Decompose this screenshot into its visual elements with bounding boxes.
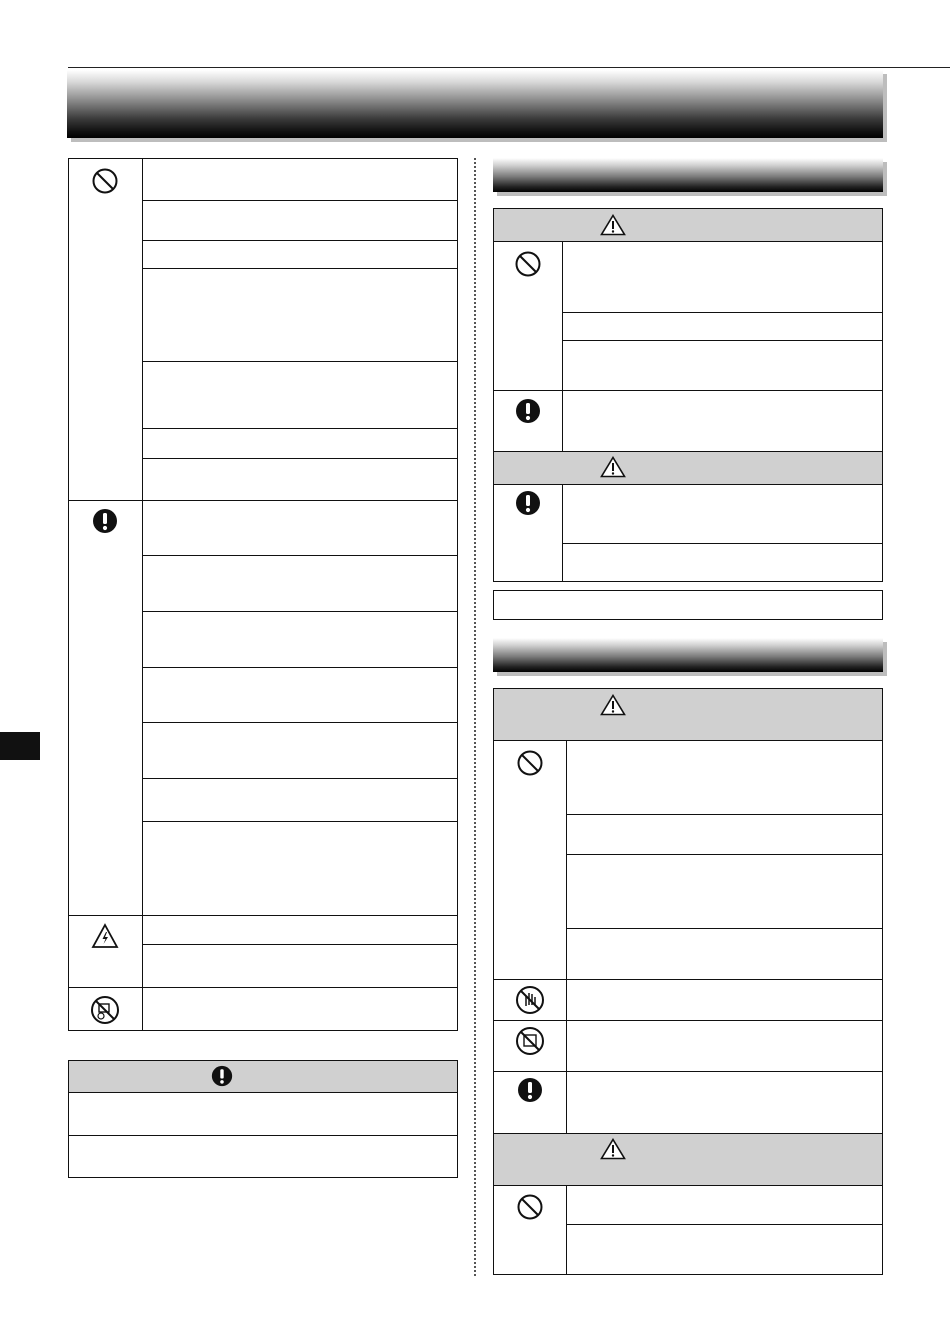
row-divider <box>142 555 457 556</box>
row-divider <box>566 928 882 929</box>
section-heading-bar <box>493 158 883 192</box>
exclamation-icon <box>211 1065 233 1087</box>
group-divider <box>69 987 457 988</box>
group-divider <box>494 1020 882 1021</box>
prohibited-icon <box>516 1193 544 1221</box>
icon-column-border <box>562 484 563 582</box>
warning-header <box>494 209 882 242</box>
row-divider <box>142 428 457 429</box>
prohibited-icon <box>514 250 542 278</box>
warning-triangle-icon <box>600 694 626 716</box>
exclamation-icon <box>515 490 541 516</box>
row-divider <box>566 814 882 815</box>
row-divider <box>142 268 457 269</box>
no-water-icon <box>90 995 120 1025</box>
warning-triangle-icon <box>600 456 626 478</box>
group-divider <box>69 915 457 916</box>
icon-column <box>69 159 143 1030</box>
warning-header <box>494 451 882 485</box>
no-touch-icon <box>515 985 545 1015</box>
row-divider <box>142 667 457 668</box>
row-divider <box>562 340 882 341</box>
no-water-icon <box>515 1026 545 1056</box>
row-divider <box>142 361 457 362</box>
warning-triangle-icon <box>600 214 626 236</box>
prohibited-icon <box>91 167 119 195</box>
icon-column-border <box>566 740 567 1133</box>
electric-shock-icon <box>91 923 119 949</box>
row-divider <box>566 1224 882 1225</box>
column-divider <box>474 158 476 1276</box>
exclamation-icon <box>92 508 118 534</box>
icon-column-border <box>566 1185 567 1275</box>
caution-header <box>494 1133 882 1186</box>
section-heading-bar <box>493 638 883 672</box>
left-safety-table <box>68 158 458 1031</box>
warning-header <box>494 689 882 741</box>
prohibited-icon <box>516 749 544 777</box>
exclamation-icon <box>517 1077 543 1103</box>
group-divider <box>494 390 882 391</box>
table-header <box>69 1061 457 1093</box>
row-divider <box>562 543 882 544</box>
exclamation-icon <box>515 398 541 424</box>
right-safety-table-2 <box>493 688 883 1275</box>
group-divider <box>69 500 457 501</box>
row-divider <box>142 778 457 779</box>
left-caution-table <box>68 1060 458 1178</box>
row-divider <box>142 611 457 612</box>
row-divider <box>69 1135 457 1136</box>
row-divider <box>142 458 457 459</box>
right-safety-table-1 <box>493 208 883 582</box>
row-divider <box>142 722 457 723</box>
row-divider <box>142 200 457 201</box>
warning-triangle-icon <box>600 1138 626 1160</box>
row-divider <box>142 944 457 945</box>
page-title-banner <box>67 70 883 138</box>
note-box <box>493 590 883 620</box>
icon-column-border <box>562 241 563 451</box>
row-divider <box>142 240 457 241</box>
top-rule <box>68 67 950 68</box>
section-edge-tab <box>0 732 40 760</box>
group-divider <box>494 1071 882 1072</box>
group-divider <box>494 979 882 980</box>
row-divider <box>142 821 457 822</box>
row-divider <box>562 312 882 313</box>
row-divider <box>566 854 882 855</box>
